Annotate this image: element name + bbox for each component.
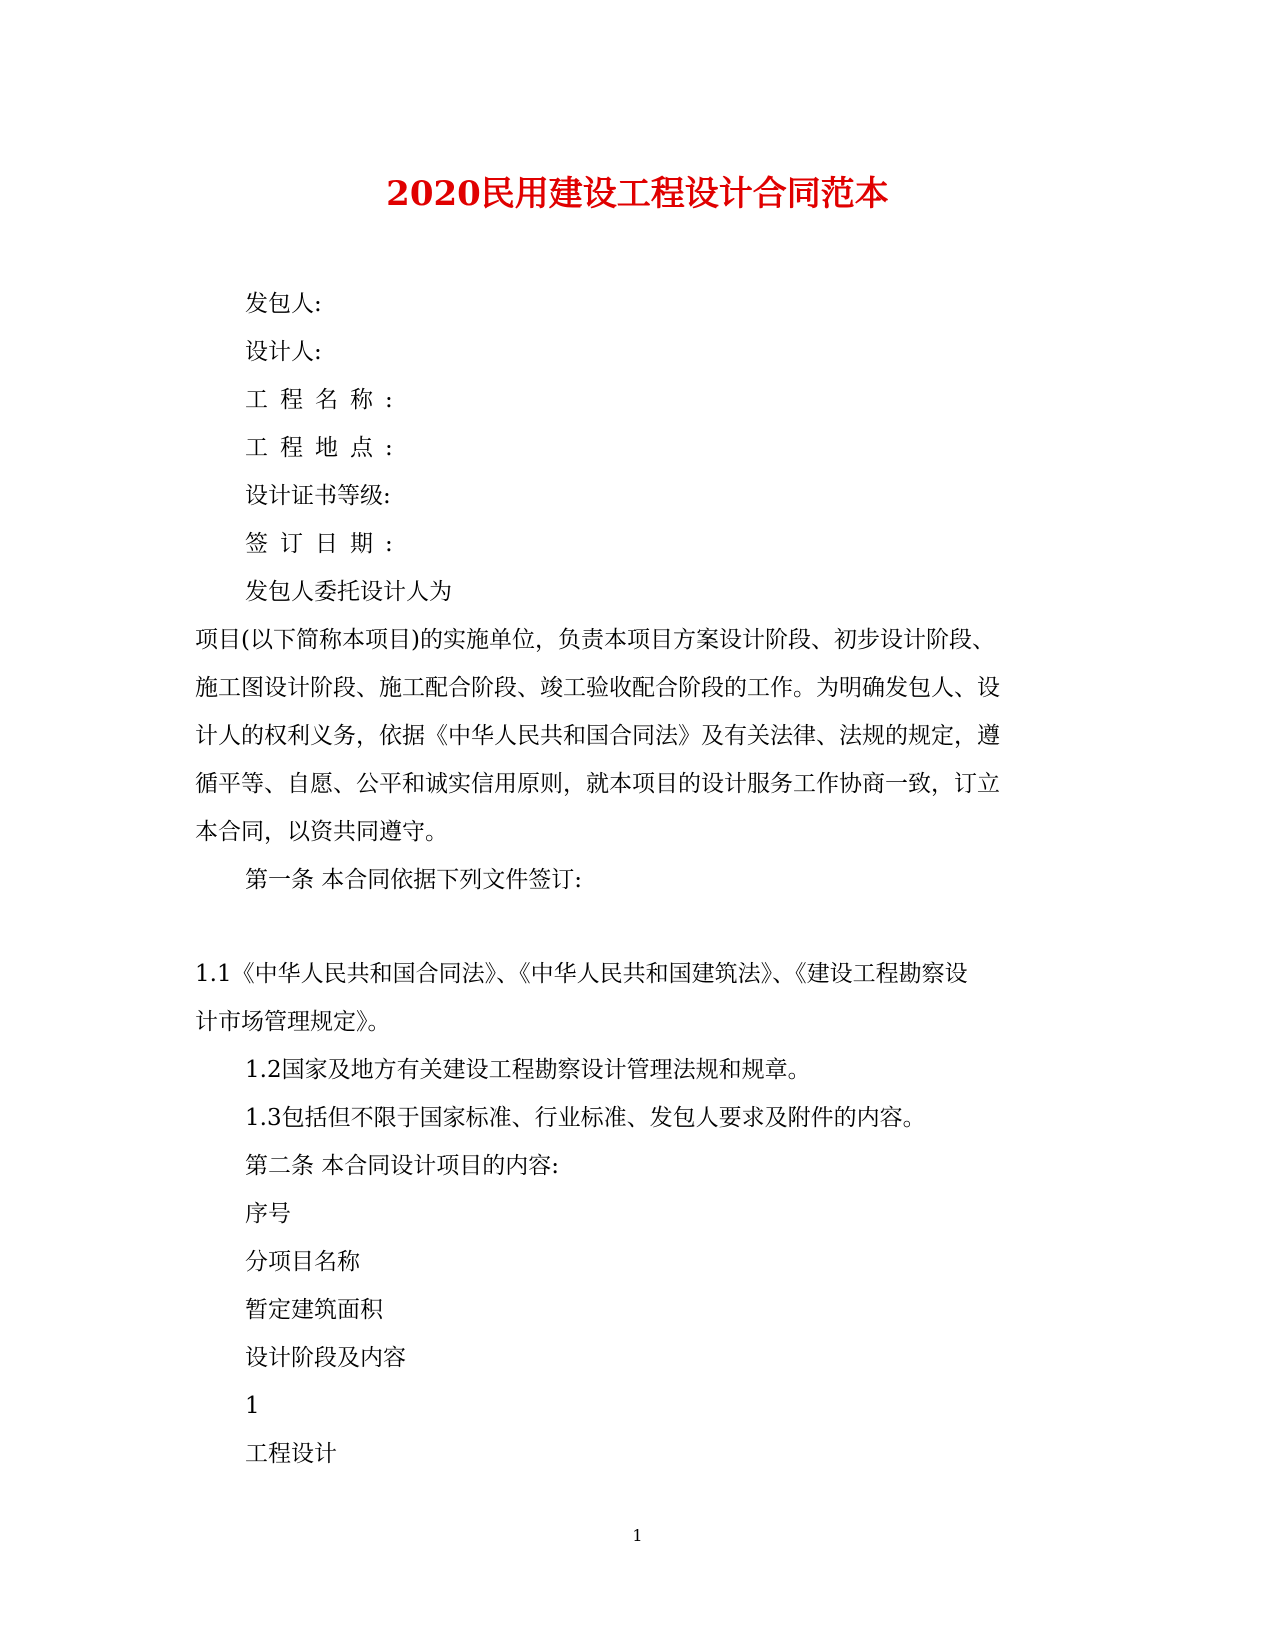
item-1-3: 1.3包括但不限于国家标准、行业标准、发包人要求及附件的内容。 bbox=[245, 1105, 926, 1131]
article-1-heading: 第一条 本合同依据下列文件签订: bbox=[245, 867, 583, 893]
intro-line: 本合同，以资共同遵守。 bbox=[195, 819, 448, 845]
blank-line bbox=[195, 904, 1080, 950]
field-designer: 设计人: bbox=[245, 339, 322, 365]
field-project-name: 工程名称: bbox=[245, 387, 405, 413]
table-header-subproject-name: 分项目名称 bbox=[245, 1249, 360, 1275]
table-cell-name: 工程设计 bbox=[245, 1441, 337, 1467]
intro-line: 循平等、自愿、公平和诚实信用原则，就本项目的设计服务工作协商一致，订立 bbox=[195, 771, 1000, 797]
intro-line: 计人的权利义务，依据《中华人民共和国合同法》及有关法律、法规的规定，遵 bbox=[195, 723, 1000, 749]
table-header-design-stage: 设计阶段及内容 bbox=[245, 1345, 406, 1371]
table-cell-serial: 1 bbox=[245, 1393, 260, 1419]
intro-first-line: 发包人委托设计人为 bbox=[245, 579, 452, 605]
field-project-location: 工程地点: bbox=[245, 435, 405, 461]
field-certificate-level: 设计证书等级: bbox=[245, 483, 391, 509]
table-header-serial: 序号 bbox=[245, 1201, 291, 1227]
field-employer: 发包人: bbox=[245, 291, 322, 317]
item-1-1-line: 计市场管理规定》。 bbox=[195, 1009, 391, 1035]
document-title: 2020民用建设工程设计合同范本 bbox=[386, 174, 889, 214]
intro-line: 项目(以下简称本项目)的实施单位，负责本项目方案设计阶段、初步设计阶段、 bbox=[195, 627, 995, 653]
item-1-1-line: 1.1《中华人民共和国合同法》、《中华人民共和国建筑法》、《建设工程勘察设 bbox=[195, 961, 968, 987]
item-1-2: 1.2国家及地方有关建设工程勘察设计管理法规和规章。 bbox=[245, 1057, 811, 1083]
field-signing-date: 签订日期: bbox=[245, 531, 405, 557]
article-2-heading: 第二条 本合同设计项目的内容: bbox=[245, 1153, 560, 1179]
page-number: 1 bbox=[632, 1526, 643, 1545]
intro-line: 施工图设计阶段、施工配合阶段、竣工验收配合阶段的工作。为明确发包人、设 bbox=[195, 675, 1000, 701]
table-header-area: 暂定建筑面积 bbox=[245, 1297, 383, 1323]
document-body bbox=[195, 280, 1080, 1478]
